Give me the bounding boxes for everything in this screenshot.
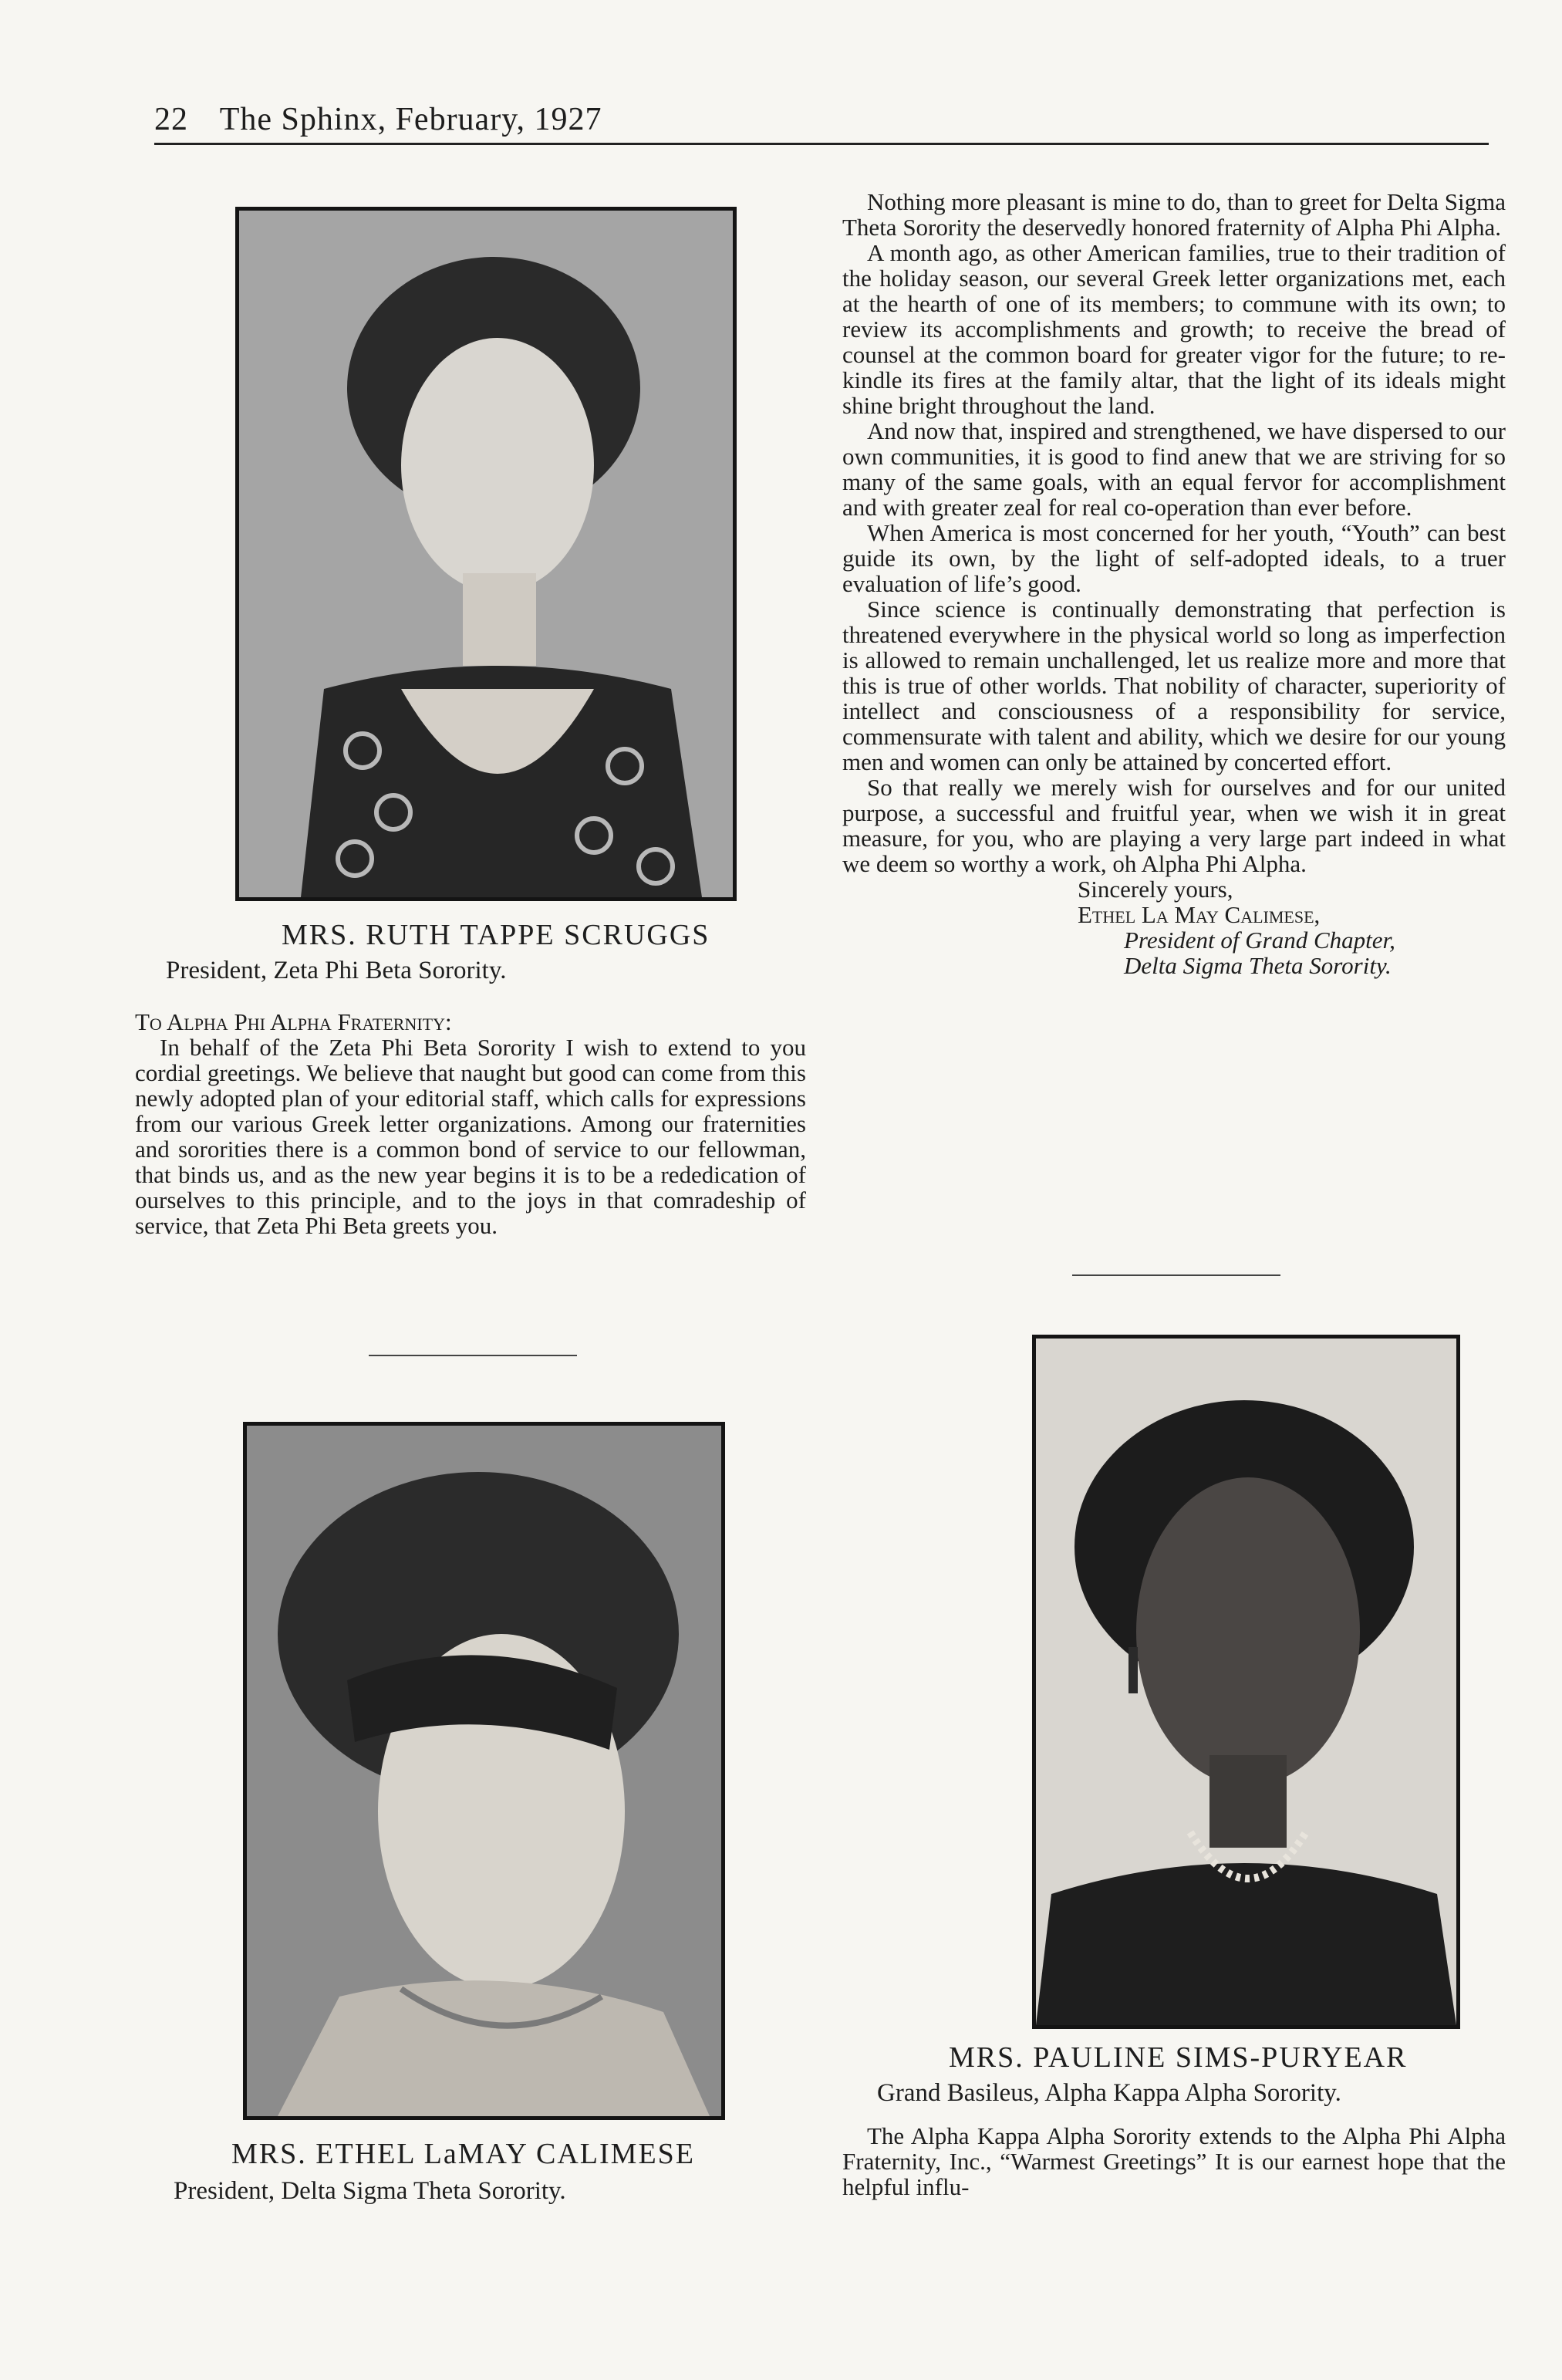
delta-paragraph: A month ago, as other American families, true to their tradition of the holiday season, our several Greek letter organizations met, each at the hearth of one of its members; to commune with its own; to review its accomplishments and growth; to receive the bread of counsel at the common board for greater vigor for the future; to re-kindle its fires at the family altar, that the light of its ideals might shine bright throughout the land. xyxy=(842,239,1506,419)
page-number: 22 xyxy=(154,102,188,137)
zeta-letter xyxy=(135,1009,806,1238)
divider-right xyxy=(1072,1274,1280,1276)
divider-left xyxy=(369,1355,577,1356)
caption-calimese-title: President, Delta Sigma Theta Sorority. xyxy=(174,2177,566,2205)
caption-calimese-name: MRS. ETHEL LaMAY CALIMESE xyxy=(231,2138,695,2170)
photo-puryear xyxy=(1032,1335,1460,2029)
delta-paragraph: And now that, inspired and strengthened, we have dispersed to our own communities, it is good to find anew that we are striving for so many of the same goals, with an equal fervor for accomplishment and with greater zeal for real co-operation than ever before. xyxy=(842,417,1506,521)
aka-body: The Alpha Kappa Alpha Sorority extends to the Alpha Phi Alpha Fraternity, Inc., “Warmest Greetings” It is our earnest hope that the helpful influ- xyxy=(842,2122,1506,2200)
delta-paragraph: So that really we merely wish for ourselves and for our united purpose, a successful and fruitful year, when we wish it in great measure, for you, who are playing a very large part indeed in what we deem so worthy a work, oh Alpha Phi Alpha. xyxy=(842,774,1506,877)
caption-scruggs-name: MRS. RUTH TAPPE SCRUGGS xyxy=(282,919,710,951)
delta-letter xyxy=(842,189,1506,978)
caption-scruggs-title: President, Zeta Phi Beta Sorority. xyxy=(166,957,507,984)
portrait-puryear-image xyxy=(1036,1339,1456,2025)
page-header xyxy=(154,96,1489,145)
zeta-salutation: To Alpha Phi Alpha Fraternity: xyxy=(135,1008,452,1035)
caption-puryear-name: MRS. PAULINE SIMS-PURYEAR xyxy=(949,2041,1408,2074)
delta-signature: Ethel La May Calimese, xyxy=(1078,901,1321,928)
delta-paragraph: Nothing more pleasant is mine to do, than to greet for Delta Sigma Theta Sorority the deservedly honored fraternity of Alpha Phi Alpha. xyxy=(842,188,1506,241)
portrait-scruggs-image xyxy=(239,211,733,897)
aka-letter xyxy=(842,2123,1506,2199)
delta-signature-title-2: Delta Sigma Theta Sorority. xyxy=(1124,952,1392,979)
photo-calimese xyxy=(243,1422,725,2120)
portrait-calimese-image xyxy=(247,1426,721,2116)
delta-closing: Sincerely yours, xyxy=(1078,876,1233,903)
delta-paragraph: Since science is continually demonstrating that perfection is threatened everywhere in the physical world so long as imperfection is allowed to remain unchallenged, let us realize more and more that this is true of other worlds. That nobility of character, superiority of intellect and consciousness of a responsibility for service, commensurate with talent and ability, which we desire for our young men and women can only be attained by concerted effort. xyxy=(842,596,1506,775)
photo-scruggs xyxy=(235,207,737,901)
delta-signature-title-1: President of Grand Chapter, xyxy=(1124,927,1395,954)
publication-title: The Sphinx, February, 1927 xyxy=(219,102,602,137)
zeta-body: In behalf of the Zeta Phi Beta Sorority I wish to extend to you cordial greetings. We believe that naught but good can come from this newly adopted plan of your editorial staff, which calls for expressions from our various Greek letter organizations. Among our fraternities and sororities there is a common bond of service to our fellowman, that binds us, and as the new year begins it is to be a rededication of ourselves to this principle, and to the joys in that comradeship of service, that Zeta Phi Beta greets you. xyxy=(135,1034,806,1239)
delta-paragraph: When America is most concerned for her youth, “Youth” can best guide its own, by the light of self-adopted ideals, to a truer evaluation of life’s good. xyxy=(842,519,1506,597)
caption-puryear-title: Grand Basileus, Alpha Kappa Alpha Sorority. xyxy=(877,2079,1341,2107)
